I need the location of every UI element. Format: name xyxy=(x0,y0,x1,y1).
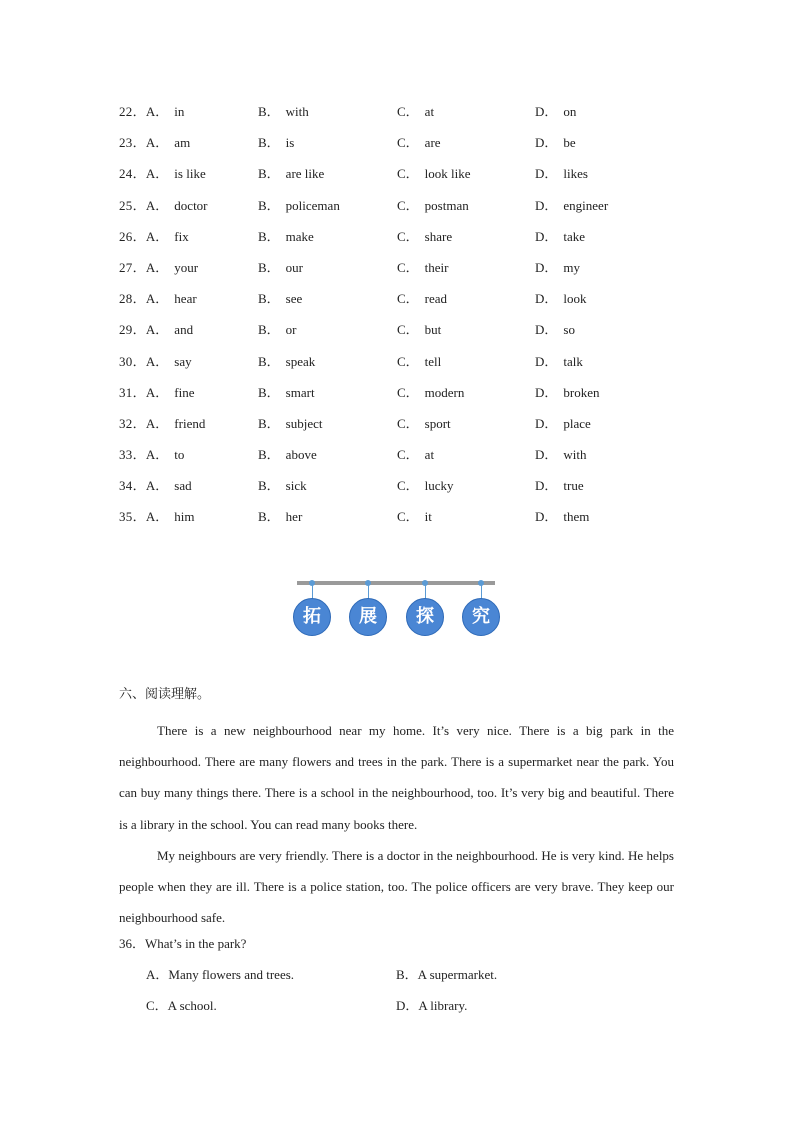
option-text: to xyxy=(174,447,185,463)
banner-item xyxy=(293,578,331,638)
option-letter: B． xyxy=(258,322,280,338)
option-text: sick xyxy=(285,478,307,494)
option-d xyxy=(535,102,576,122)
option-text: am xyxy=(174,135,191,151)
option-b xyxy=(258,289,302,309)
option-text: at xyxy=(424,104,435,119)
question-number: 30． xyxy=(119,353,146,369)
option-text: above xyxy=(285,447,317,463)
option-c xyxy=(397,289,447,309)
multiple-choice-list xyxy=(119,102,679,539)
option-letter: D． xyxy=(535,322,558,338)
option-text: place xyxy=(563,415,591,431)
option-text: on xyxy=(563,104,577,119)
option-text: my xyxy=(563,259,581,275)
option-a xyxy=(119,445,184,465)
option-text: or xyxy=(285,322,297,338)
option-text: A school. xyxy=(167,998,217,1014)
question-row xyxy=(119,383,679,414)
option-letter: C． xyxy=(397,291,419,307)
option-letter: C． xyxy=(397,228,419,244)
option-c xyxy=(397,445,434,465)
banner-connector xyxy=(425,585,426,599)
question-row xyxy=(119,258,679,289)
option-a xyxy=(119,320,193,340)
option-letter: B． xyxy=(258,259,280,275)
option-text: Many flowers and trees. xyxy=(168,967,295,982)
question-number: 22． xyxy=(119,104,146,119)
option-text: be xyxy=(563,135,576,151)
option-letter: D． xyxy=(535,259,558,275)
option-a xyxy=(119,133,190,153)
option-b xyxy=(258,507,302,527)
option-letter: A． xyxy=(145,509,169,525)
banner-connector xyxy=(312,585,313,599)
option-letter: B． xyxy=(258,228,280,244)
option-c xyxy=(397,133,441,153)
option-text: it xyxy=(424,509,432,525)
option-letter: B． xyxy=(258,509,280,525)
option-b xyxy=(258,476,307,496)
option-text: A library. xyxy=(418,998,468,1014)
option-d xyxy=(535,258,580,278)
option-letter: C． xyxy=(397,322,419,338)
option-c xyxy=(397,383,464,403)
passage-paragraph: My neighbours are very friendly. There is a doctor in the neighbourhood. He is very kind. He helps people when they are ill. There is a police station, too. The police officers are very brave. They keep our neighbourhood safe. xyxy=(119,847,674,926)
question-row xyxy=(119,507,679,538)
option-text: modern xyxy=(424,384,465,400)
option-b xyxy=(258,352,315,372)
option-letter: B． xyxy=(258,197,280,213)
answer-option-c xyxy=(146,996,217,1016)
option-b xyxy=(258,383,315,403)
option-text: is like xyxy=(174,166,206,182)
option-d xyxy=(535,414,591,434)
option-text: look like xyxy=(424,166,471,182)
banner-item xyxy=(349,578,387,638)
option-text: hear xyxy=(174,291,197,307)
extension-banner xyxy=(293,578,499,638)
banner-item xyxy=(462,578,500,638)
option-c xyxy=(397,320,441,340)
option-text: fix xyxy=(174,228,189,244)
option-text: but xyxy=(424,322,442,338)
option-letter: C． xyxy=(397,478,419,494)
option-text: engineer xyxy=(563,197,609,213)
option-text: are like xyxy=(285,166,325,182)
option-text: friend xyxy=(174,415,206,431)
option-letter: A． xyxy=(146,967,169,982)
option-text: smart xyxy=(285,384,315,400)
option-letter: D． xyxy=(535,415,558,431)
option-letter: C． xyxy=(397,259,419,275)
question-row xyxy=(119,414,679,445)
option-c xyxy=(397,164,471,184)
option-letter: A． xyxy=(145,197,169,213)
option-text: subject xyxy=(285,415,323,431)
banner-char-circle: 拓 xyxy=(293,598,331,636)
option-b xyxy=(258,133,294,153)
option-a xyxy=(119,164,206,184)
option-c xyxy=(397,352,441,372)
answer-option-d xyxy=(396,996,467,1016)
option-text: make xyxy=(285,228,314,244)
option-d xyxy=(535,227,585,247)
option-text: broken xyxy=(563,384,600,400)
option-a xyxy=(119,102,184,122)
question-number: 32． xyxy=(119,415,146,431)
option-letter: D． xyxy=(535,353,558,369)
option-letter: C． xyxy=(146,998,168,1014)
option-letter: A． xyxy=(145,322,169,338)
option-letter: B． xyxy=(258,353,280,369)
option-c xyxy=(397,196,469,216)
option-text: with xyxy=(285,104,309,119)
option-letter: A． xyxy=(145,259,169,275)
question-row xyxy=(119,164,679,195)
option-text: look xyxy=(563,291,587,307)
option-d xyxy=(535,133,576,153)
option-c xyxy=(397,227,452,247)
option-text: their xyxy=(424,259,449,275)
question-row xyxy=(119,476,679,507)
option-letter: B． xyxy=(258,166,280,182)
option-text: her xyxy=(285,509,303,525)
question-number: 24． xyxy=(119,166,146,182)
banner-char-circle: 究 xyxy=(462,598,500,636)
option-text: is xyxy=(285,135,295,151)
option-text: doctor xyxy=(174,197,208,213)
option-b xyxy=(258,445,317,465)
question-number: 26． xyxy=(119,228,146,244)
option-d xyxy=(535,196,608,216)
option-letter: D． xyxy=(535,228,558,244)
option-letter: A． xyxy=(145,447,169,463)
option-b xyxy=(258,102,309,122)
passage-paragraph: There is a new neighbourhood near my home. It’s very nice. There is a big park in the neighbourhood. There are many flowers and trees in the park. There is a supermarket near the park. You can buy many things there. There is a school in the neighbourhood, too. It’s very big and beautiful. There is a library in the school. You can read many books there. xyxy=(119,723,674,832)
option-letter: A． xyxy=(145,166,169,182)
option-letter: C． xyxy=(397,353,419,369)
option-c xyxy=(397,102,434,122)
option-letter: B． xyxy=(258,135,280,151)
option-a xyxy=(119,258,198,278)
question-row xyxy=(119,289,679,320)
option-d xyxy=(535,320,575,340)
option-letter: C． xyxy=(397,166,419,182)
option-letter: A． xyxy=(145,228,169,244)
option-text: true xyxy=(563,478,584,494)
option-a xyxy=(119,196,208,216)
option-text: sport xyxy=(424,415,451,431)
option-b xyxy=(258,414,323,434)
answer-row xyxy=(146,996,666,1027)
option-b xyxy=(258,320,297,340)
question-row xyxy=(119,445,679,476)
question-row xyxy=(119,102,679,133)
option-text: take xyxy=(563,228,586,244)
option-text: sad xyxy=(174,478,192,494)
option-d xyxy=(535,352,583,372)
option-b xyxy=(258,164,324,184)
option-text: lucky xyxy=(424,478,454,494)
option-letter: D． xyxy=(535,166,558,182)
option-text: policeman xyxy=(285,197,340,213)
question-number: 27． xyxy=(119,259,146,275)
option-text: him xyxy=(174,509,195,525)
question-number: 23． xyxy=(119,135,146,151)
option-b xyxy=(258,227,314,247)
option-letter: A． xyxy=(145,291,169,307)
option-letter: C． xyxy=(397,384,419,400)
option-a xyxy=(119,383,195,403)
option-letter: D． xyxy=(535,447,558,463)
option-text: with xyxy=(563,447,587,463)
option-text: and xyxy=(174,322,194,338)
option-c xyxy=(397,476,454,496)
option-text: in xyxy=(174,104,185,119)
question-row xyxy=(119,133,679,164)
option-letter: C． xyxy=(397,197,419,213)
option-letter: B． xyxy=(258,478,280,494)
option-d xyxy=(535,289,587,309)
option-text: tell xyxy=(424,353,442,369)
banner-connector xyxy=(368,585,369,599)
question-number: 25． xyxy=(119,197,146,213)
option-letter: A． xyxy=(145,415,169,431)
option-text: see xyxy=(285,291,303,307)
option-text: likes xyxy=(563,166,588,182)
option-b xyxy=(258,258,303,278)
answer-option-b xyxy=(396,965,497,985)
option-letter: C． xyxy=(397,509,419,525)
option-c xyxy=(397,507,432,527)
option-letter: D． xyxy=(535,478,558,494)
option-a xyxy=(119,507,195,527)
question-number: 31． xyxy=(119,384,146,400)
question-number: 29． xyxy=(119,322,146,338)
option-text: talk xyxy=(563,353,583,369)
option-letter: D． xyxy=(535,291,558,307)
option-letter: A． xyxy=(145,478,169,494)
option-c xyxy=(397,258,449,278)
option-c xyxy=(397,414,451,434)
option-letter: D． xyxy=(396,998,419,1014)
option-text: speak xyxy=(285,353,316,369)
option-text: postman xyxy=(424,197,469,213)
option-d xyxy=(535,476,584,496)
option-d xyxy=(535,164,588,184)
question-number: 28． xyxy=(119,291,146,307)
question-number: 35． xyxy=(119,509,146,525)
option-letter: B． xyxy=(258,415,280,431)
question-row xyxy=(119,227,679,258)
option-letter: A． xyxy=(145,104,169,119)
banner-char-circle: 探 xyxy=(406,598,444,636)
option-letter: A． xyxy=(145,135,169,151)
reading-section-title: 六、阅读理解。 xyxy=(119,686,211,701)
option-text: them xyxy=(563,509,590,525)
option-text: say xyxy=(174,353,192,369)
option-letter: D． xyxy=(535,509,558,525)
option-d xyxy=(535,507,589,527)
option-text: A supermarket. xyxy=(417,967,498,982)
option-letter: C． xyxy=(397,447,419,463)
option-letter: D． xyxy=(535,384,558,400)
option-letter: C． xyxy=(397,135,419,151)
option-text: at xyxy=(424,447,435,463)
option-letter: B． xyxy=(258,384,280,400)
option-a xyxy=(119,289,197,309)
option-text: share xyxy=(424,228,453,244)
option-letter: B． xyxy=(258,104,280,119)
question-row xyxy=(119,196,679,227)
question-row xyxy=(119,320,679,351)
option-letter: C． xyxy=(397,415,419,431)
option-letter: B． xyxy=(258,447,280,463)
option-text: your xyxy=(174,259,199,275)
reading-passage xyxy=(119,715,674,933)
answer-options xyxy=(146,965,666,1027)
option-text: read xyxy=(424,291,448,307)
option-text: fine xyxy=(174,384,195,400)
option-a xyxy=(119,476,192,496)
option-letter: C． xyxy=(397,104,419,119)
answer-option-a xyxy=(146,965,294,985)
option-a xyxy=(119,352,192,372)
question-number: 34． xyxy=(119,478,146,494)
banner-char-circle: 展 xyxy=(349,598,387,636)
option-letter: B． xyxy=(396,967,418,982)
option-a xyxy=(119,227,189,247)
option-text: so xyxy=(563,322,575,338)
option-letter: D． xyxy=(535,135,558,151)
option-letter: D． xyxy=(535,197,558,213)
option-letter: D． xyxy=(535,104,558,119)
question-36: 36．What’s in the park? xyxy=(119,936,247,951)
option-letter: A． xyxy=(145,384,169,400)
answer-row xyxy=(146,965,666,996)
question-row xyxy=(119,352,679,383)
option-a xyxy=(119,414,205,434)
banner-connector xyxy=(481,585,482,599)
option-text: our xyxy=(285,259,304,275)
banner-item xyxy=(406,578,444,638)
option-d xyxy=(535,383,600,403)
option-letter: B． xyxy=(258,291,280,307)
option-d xyxy=(535,445,587,465)
option-text: are xyxy=(424,135,441,151)
option-b xyxy=(258,196,340,216)
option-letter: A． xyxy=(145,353,169,369)
question-number: 33． xyxy=(119,447,146,463)
